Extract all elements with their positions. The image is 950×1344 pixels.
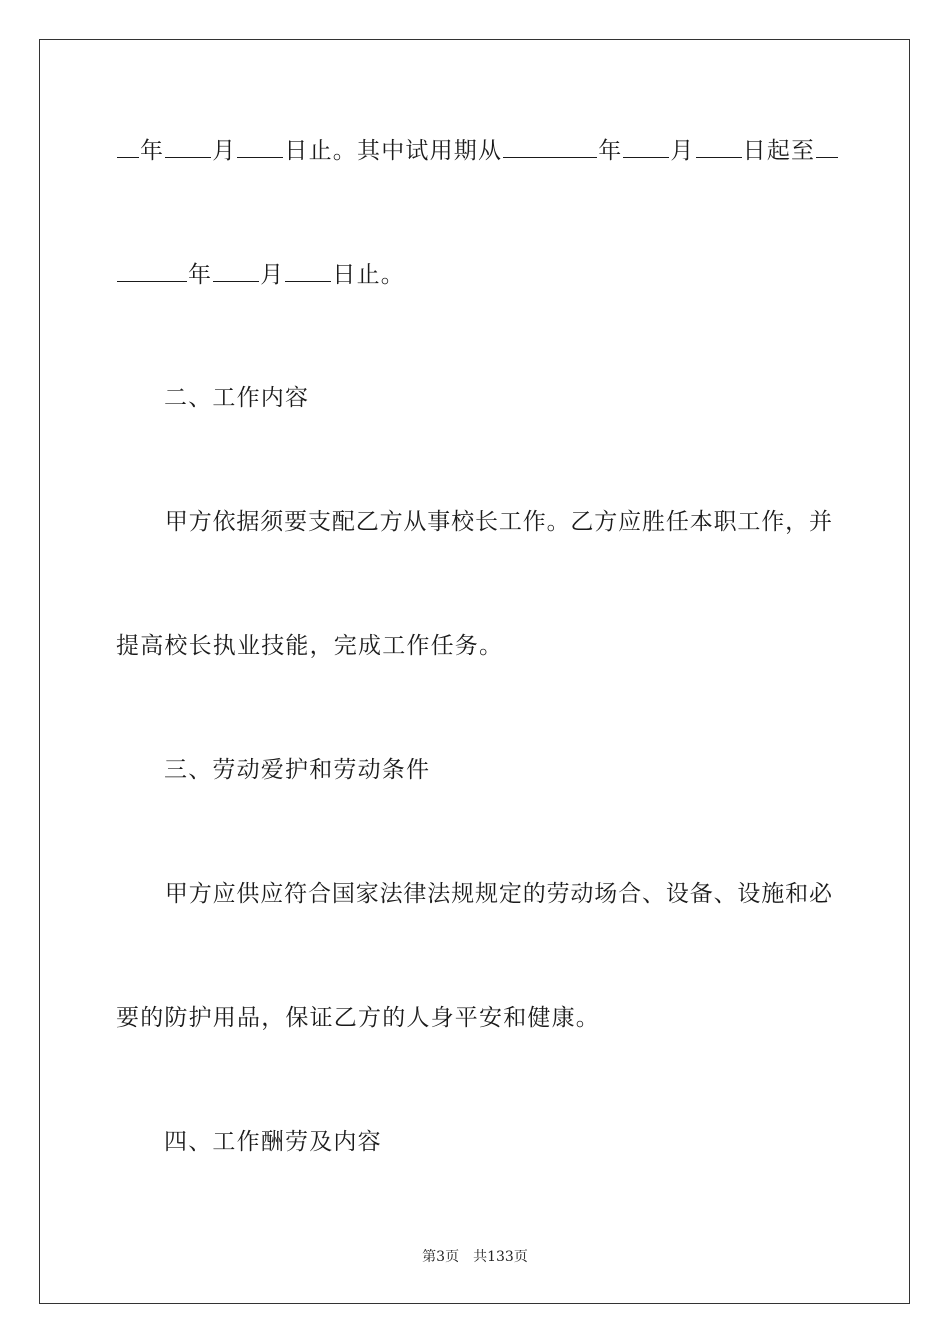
blank-field	[117, 259, 187, 282]
blank-field	[285, 259, 331, 282]
blank-field	[237, 135, 283, 158]
text-segment: 年	[140, 138, 165, 164]
blank-field	[165, 135, 211, 158]
blank-field	[503, 135, 597, 158]
text-segment: 月	[212, 138, 237, 164]
text-segment: 日止。	[332, 262, 406, 288]
text-segment: 月	[260, 262, 285, 288]
text-segment: 日止。其中试用期从	[284, 138, 503, 164]
page-total: 共133页	[473, 1249, 528, 1265]
paragraph-line	[116, 507, 832, 537]
page-footer	[0, 1246, 950, 1266]
text-line-end-date	[116, 135, 839, 166]
text-segment: 甲方依据须要支配乙方从事校长工作。乙方应胜任本职工作，并	[164, 509, 832, 535]
text-segment: 日起至	[742, 138, 816, 164]
text-segment: 年	[598, 138, 623, 164]
section-heading-labor-protection: 三、劳动爱护和劳动条件	[164, 757, 431, 783]
blank-field	[213, 259, 259, 282]
paragraph-line: 要的防护用品，保证乙方的人身平安和健康。	[116, 1005, 600, 1031]
page-border	[39, 39, 910, 1304]
section-heading-work-content: 二、工作内容	[164, 385, 310, 411]
blank-field	[117, 135, 139, 158]
blank-field	[696, 135, 742, 158]
paragraph-line	[116, 879, 832, 909]
section-heading-remuneration: 四、工作酬劳及内容	[164, 1129, 382, 1155]
paragraph-line: 提高校长执业技能，完成工作任务。	[116, 633, 504, 659]
blank-field	[623, 135, 669, 158]
page-number: 第3页	[422, 1249, 460, 1265]
blank-field	[816, 135, 838, 158]
text-segment: 月	[670, 138, 695, 164]
text-line-probation-end	[116, 259, 405, 290]
text-segment: 年	[188, 262, 213, 288]
text-segment: 甲方应供应符合国家法律法规规定的劳动场合、设备、设施和必	[164, 881, 832, 907]
